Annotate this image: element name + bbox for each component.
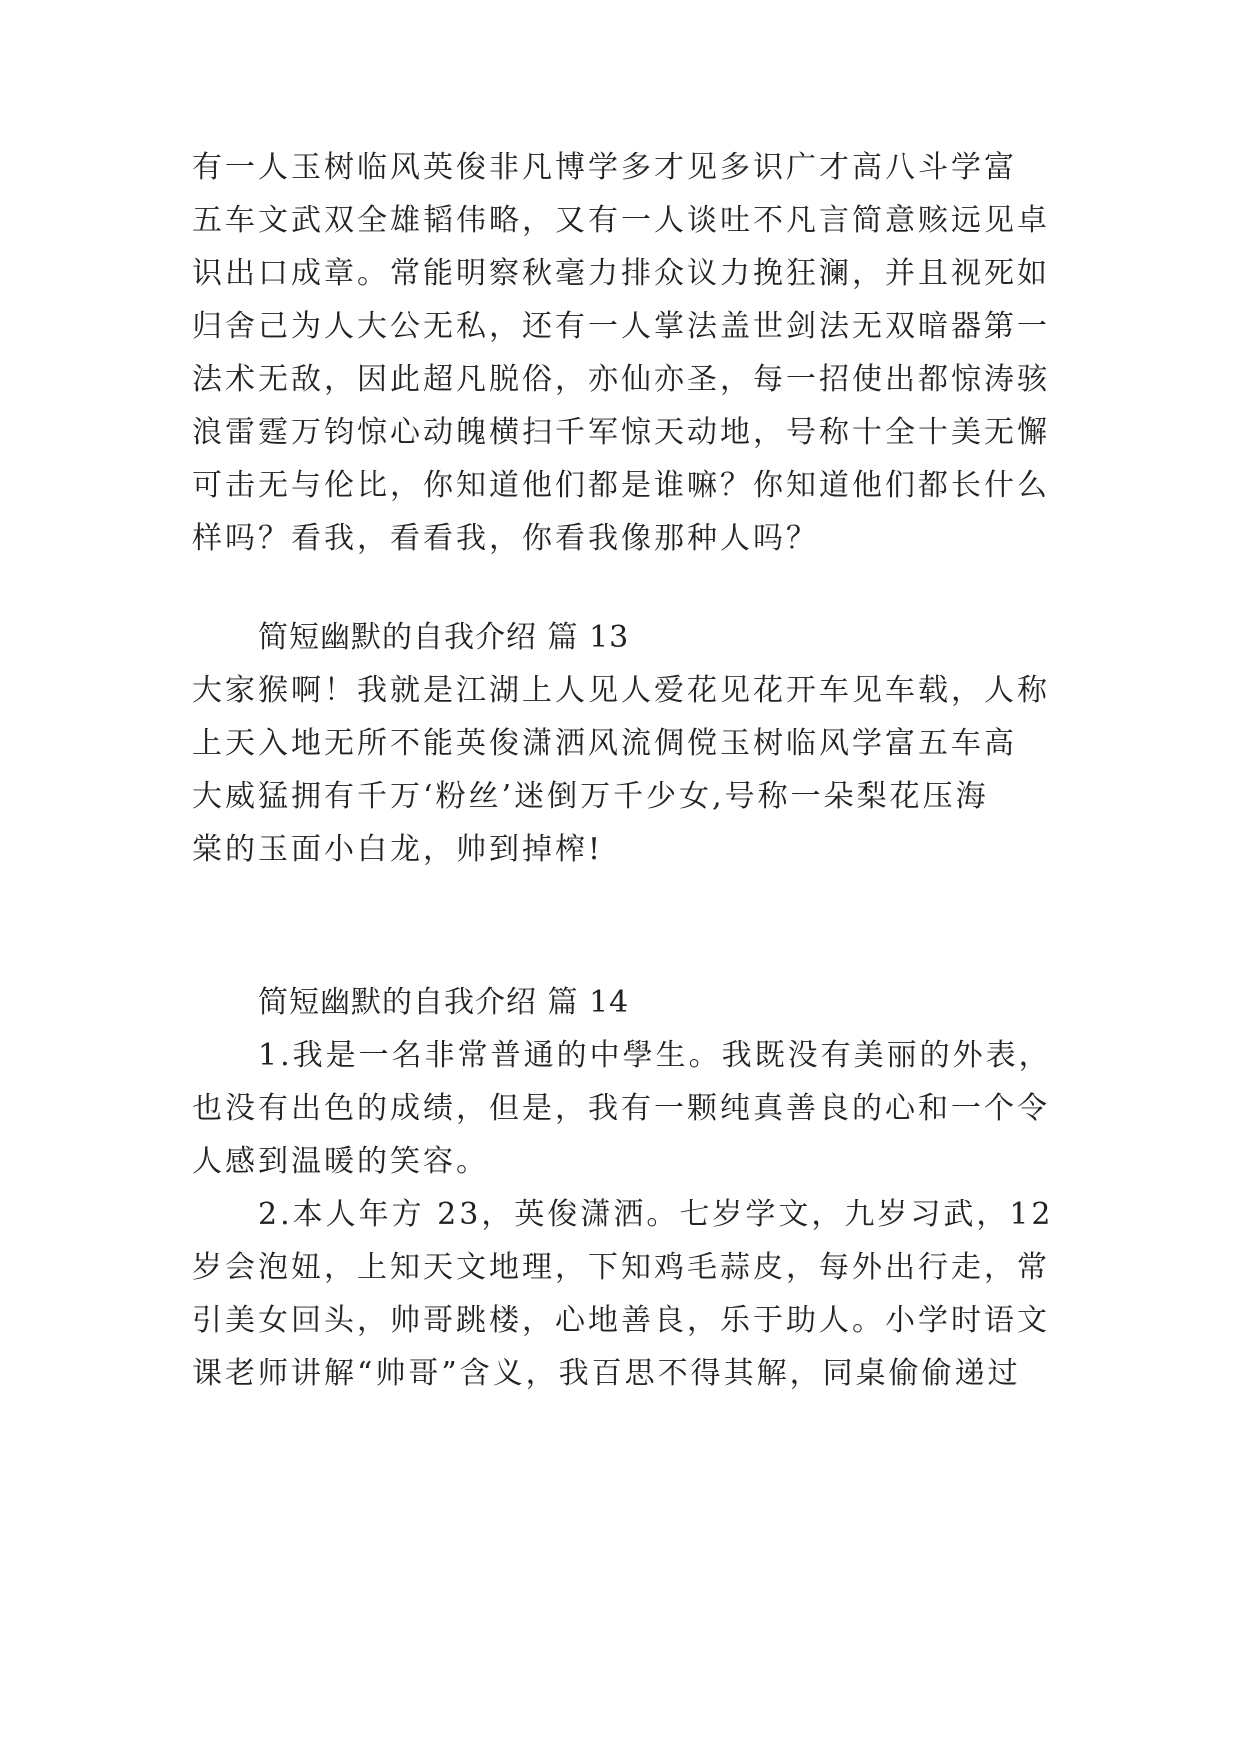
list-item-1-line: 也没有出色的成绩，但是，我有一颗纯真善良的心和一个令: [192, 1091, 1050, 1126]
paragraph-line: 大威猛拥有千万‘粉丝’迷倒万千少女,号称一朵梨花压海: [192, 779, 989, 814]
list-item-2-line: 引美女回头，帅哥跳楼，心地善良，乐于助人。小学时语文: [192, 1303, 1050, 1338]
list-item-1-line: 人感到温暖的笑容。: [192, 1144, 489, 1179]
paragraph-line: 大家猴啊！我就是江湖上人见人爱花见花开车见车载，人称: [192, 673, 1050, 708]
paragraph-line: 有一人玉树临风英俊非凡博学多才见多识广才高八斗学富: [192, 150, 1017, 185]
paragraph-line: 五车文武双全雄韬伟略，又有一人谈吐不凡言简意赅远见卓: [192, 203, 1050, 238]
list-item-2-line: 岁会泡妞，上知天文地理，下知鸡毛蒜皮，每外出行走，常: [192, 1250, 1050, 1285]
list-item-2-line: 课老师讲解“帅哥”含义，我百思不得其解，同桌偷偷递过: [192, 1356, 1021, 1391]
paragraph-line: 归舍己为人大公无私，还有一人掌法盖世剑法无双暗器第一: [192, 309, 1050, 344]
paragraph-line: 棠的玉面小白龙，帅到掉榨!: [192, 832, 604, 867]
paragraph-line: 识出口成章。常能明察秋毫力排众议力挽狂澜，并且视死如: [192, 256, 1050, 291]
paragraph-line: 上天入地无所不能英俊潇洒风流倜傥玉树临风学富五车高: [192, 726, 1017, 761]
paragraph-line: 浪雷霆万钧惊心动魄横扫千军惊天动地，号称十全十美无懈: [192, 415, 1050, 450]
paragraph-line: 法术无敌，因此超凡脱俗，亦仙亦圣，每一招使出都惊涛骇: [192, 362, 1050, 397]
paragraph-line: 可击无与伦比，你知道他们都是谁嘛？你知道他们都长什么: [192, 468, 1050, 503]
list-item-1-line: 1.我是一名非常普通的中學生。我既没有美丽的外表，: [258, 1038, 1052, 1073]
section-heading-13: 简短幽默的自我介绍 篇 13: [258, 620, 630, 655]
paragraph-line: 样吗？看我，看看我，你看我像那种人吗？: [192, 521, 819, 556]
list-item-2-line: 2.本人年方 23，英俊潇洒。七岁学文，九岁习武，12: [258, 1197, 1054, 1232]
section-heading-14: 简短幽默的自我介绍 篇 14: [258, 985, 630, 1020]
